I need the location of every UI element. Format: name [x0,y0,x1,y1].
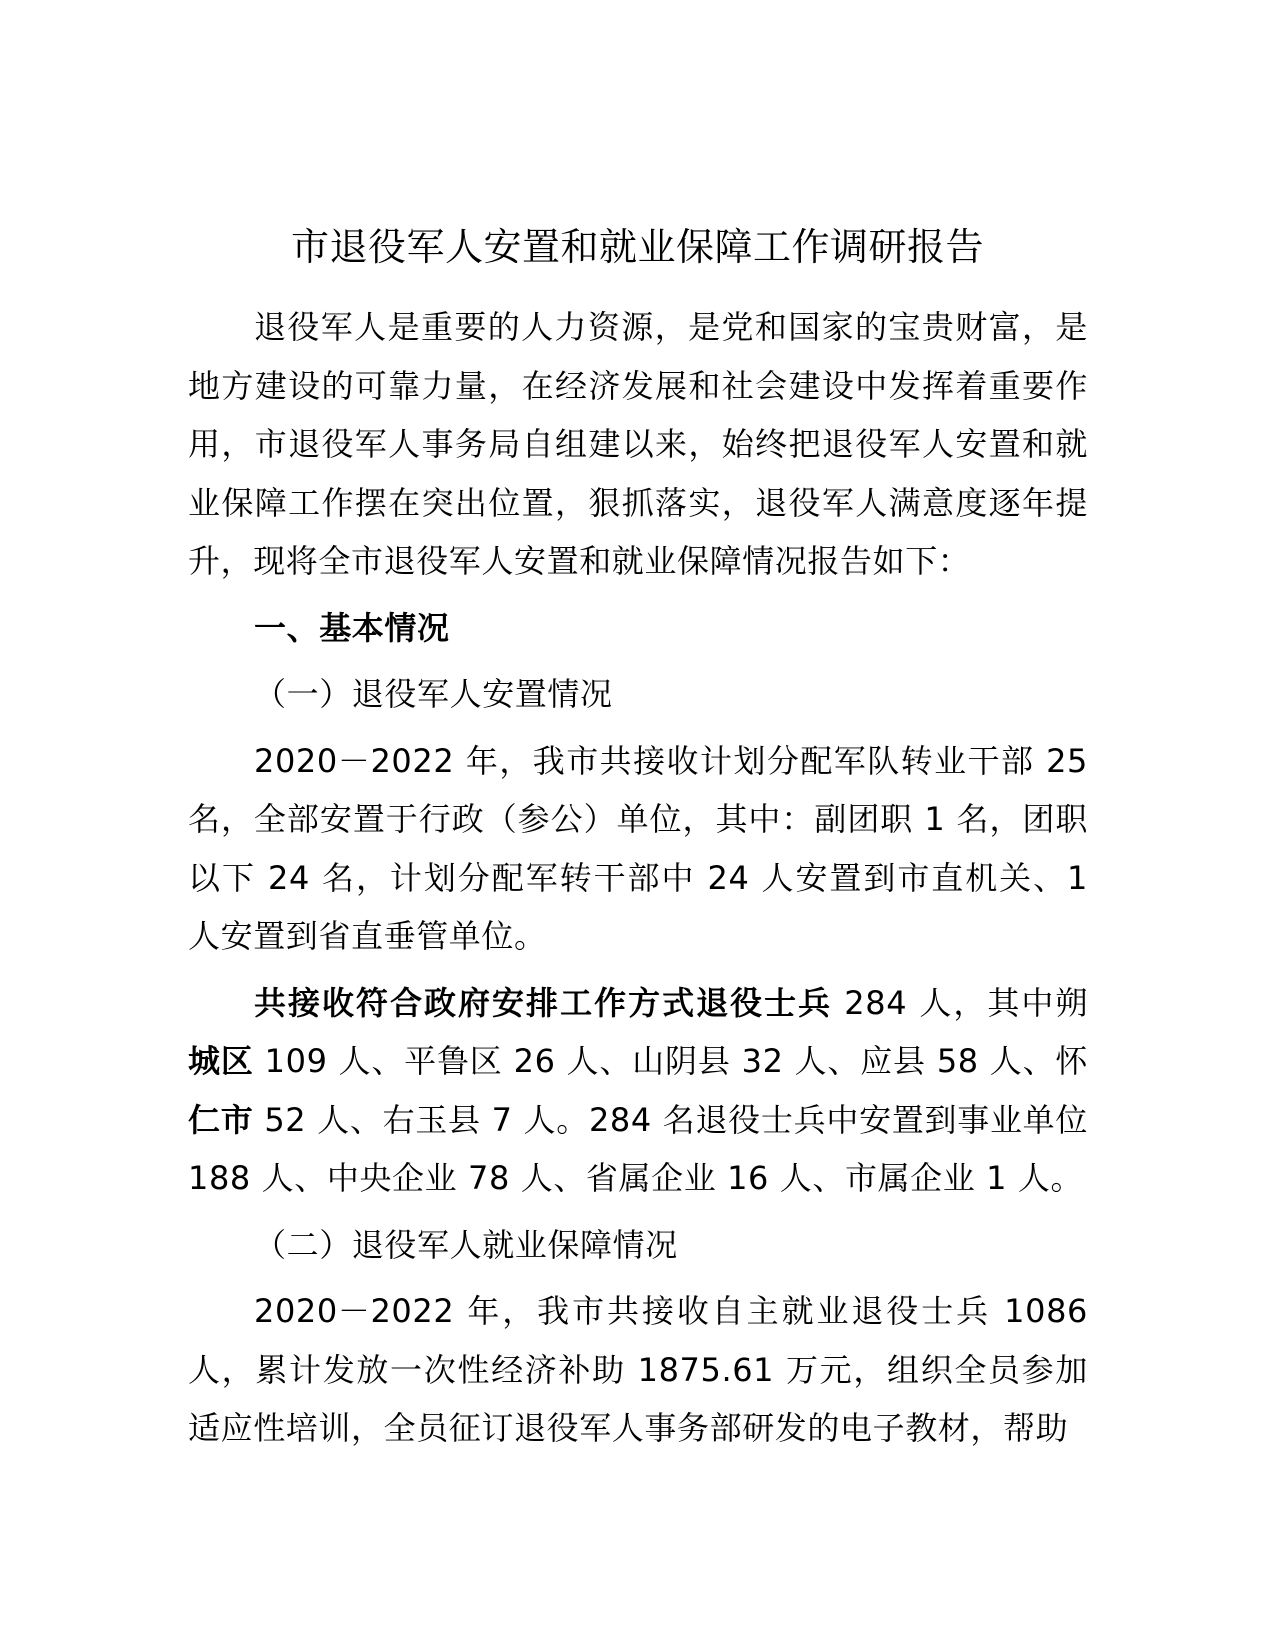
intro-paragraph: 退役军人是重要的人力资源，是党和国家的宝贵财富，是地方建设的可靠力量，在经济发展和社会建设中发挥着重要作用，市退役军人事务局自组建以来，始终把退役军人安置和就业保障工作摆在突出位置，狠抓落实，退役军人满意度逐年提升，现将全市退役军人安置和就业保障情况报告如下： [188,308,1088,580]
document-title: 市退役军人安置和就业保障工作调研报告 [290,225,984,269]
soldiers-paragraph-lead: 共接收符合政府安排工作方式退役士兵 [254,983,833,1022]
soldiers-paragraph-text-3: 52 人、右玉县 7 人。284 名退役士兵中安置到事业单位 188 人、中央企业 78 人、省属企业 16 人、市属企业 1 人。 [188,1100,1088,1197]
soldiers-paragraph-text-1: 284 人，其中朔 [832,983,1088,1022]
soldiers-paragraph-district-1: 城区 [188,1042,254,1080]
subsection-heading-employment: （二）退役军人就业保障情况 [254,1225,678,1264]
soldiers-paragraph [188,974,1088,1208]
subsection-heading-placement: （一）退役军人安置情况 [254,675,613,713]
employment-paragraph: 2020－2022 年，我市共接收自主就业退役士兵 1086 人，累计发放一次性经济补助 1875.61 万元，组织全员参加适应性培训，全员征订退役军人事务部研发的电子教材，帮助 [188,1292,1088,1447]
soldiers-paragraph-text-2: 109 人、平鲁区 26 人、山阴县 32 人、应县 58 人、怀 [253,1042,1089,1080]
soldiers-paragraph-district-2: 仁市 [188,1100,254,1139]
section-heading-basic: 一、基本情况 [254,608,450,647]
document-body [188,298,1088,1466]
cadres-paragraph: 2020－2022 年，我市共接收计划分配军队转业干部 25 名，全部安置于行政（参公）单位，其中：副团职 1 名，团职以下 24 名，计划分配军转干部中 24 人安置到市直机关、1 人安置到省直垂管单位。 [188,741,1088,955]
